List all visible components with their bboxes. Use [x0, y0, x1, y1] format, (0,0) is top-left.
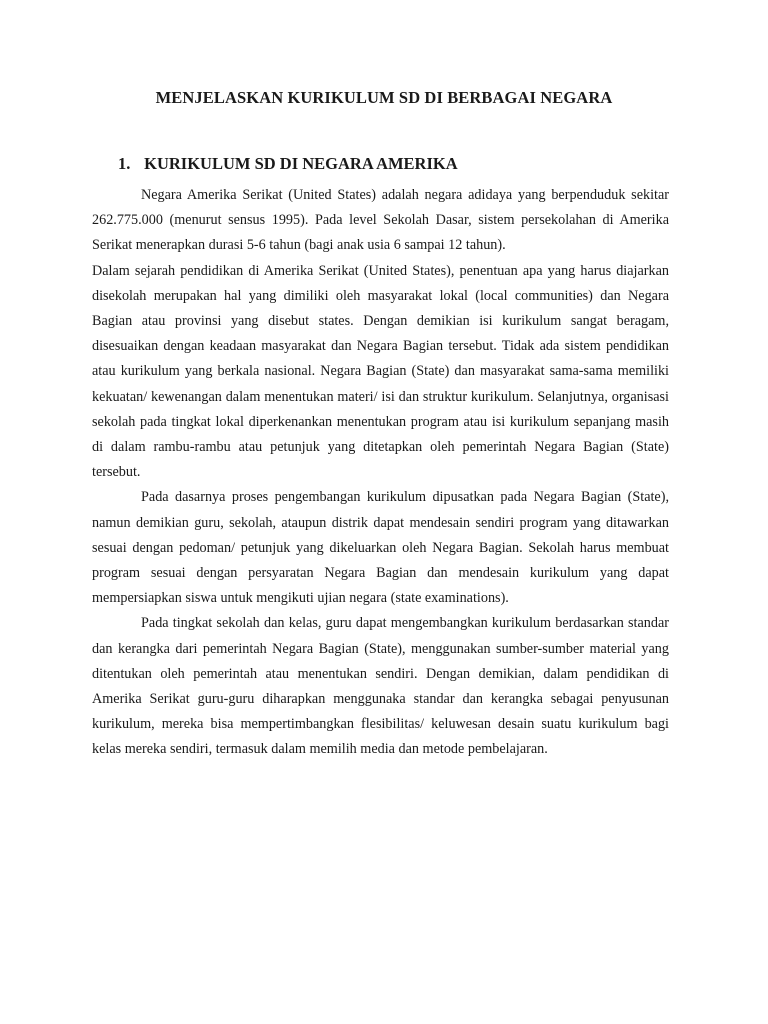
section-heading-text: KURIKULUM SD DI NEGARA AMERIKA [144, 154, 458, 173]
section-number: 1. [118, 154, 131, 173]
paragraph: Pada dasarnya proses pengembangan kurikulum dipusatkan pada Negara Bagian (State), namun demikian guru, sekolah, ataupun distrik dapat mendesain sendiri program yang ditawarkan sesuai dengan pedoman/ petunjuk yang dikeluarkan oleh Negara Bagian. Sekolah harus membuat program sesuai dengan persyaratan Negara Bagian dan mendesain kurikulum yang dapat mempersiapkan siswa untuk mengikuti ujian negara (state examinations). [92, 489, 669, 607]
document-body [92, 183, 669, 763]
paragraph: Pada tingkat sekolah dan kelas, guru dapat mengembangkan kurikulum berdasarkan standar dan kerangka dari pemerintah Negara Bagian (State), menggunakan sumber-sumber material yang ditentukan oleh pemerintah atau menentukan sendiri. Dengan demikian, dalam pendidikan di Amerika Serikat guru-guru diharapkan menggunaka standar dan kerangka sebagai penyusunan kurikulum, mereka bisa mempertimbangkan flesibilitas/ keluwesan desain suatu kurikulum bagi kelas mereka sendiri, termasuk dalam memilih media dan metode pembelajaran. [92, 615, 669, 758]
section-heading [118, 154, 458, 174]
document-title: MENJELASKAN KURIKULUM SD DI BERBAGAI NEGARA [155, 88, 613, 107]
paragraph: Negara Amerika Serikat (United States) adalah negara adidaya yang berpenduduk sekitar 262.775.000 (menurut sensus 1995). Pada level Sekolah Dasar, sistem persekolahan di Amerika Serikat menerapkan durasi 5-6 tahun (bagi anak usia 6 sampai 12 tahun). [92, 187, 669, 254]
paragraph: Dalam sejarah pendidikan di Amerika Serikat (United States), penentuan apa yang harus diajarkan disekolah merupakan hal yang dimiliki oleh masyarakat lokal (local communities) dan Negara Bagian atau provinsi yang disebut states. Dengan demikian isi kurikulum sangat beragam, disesuaikan dengan keadaan masyarakat dan Negara Bagian tersebut. Tidak ada sistem pendidikan atau kurikulum yang berkala nasional. Negara Bagian (State) dan masyarakat sama-sama memiliki kekuatan/ kewenangan dalam menentukan materi/ isi dan struktur kurikulum. Selanjutnya, organisasi sekolah pada tingkat lokal diperkenankan menentukan program atau isi kurikulum sepanjang masih di dalam rambu-rambu atau petunjuk yang ditetapkan oleh pemerintah Negara Bagian (State) tersebut. [92, 262, 669, 481]
